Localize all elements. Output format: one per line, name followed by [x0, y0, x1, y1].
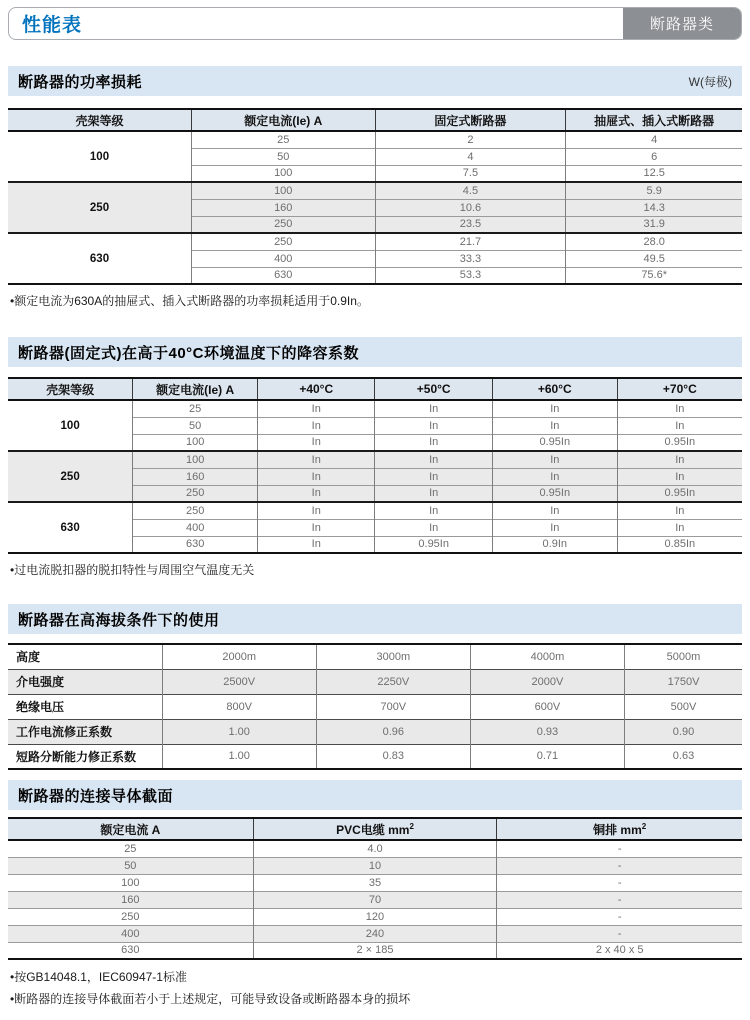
table-row: [8, 891, 742, 908]
table-cell: 14.3: [566, 199, 742, 216]
column-header: 壳架等级: [8, 109, 192, 131]
table-cell: 1.00: [162, 719, 316, 744]
table-cell: 53.3: [375, 267, 566, 284]
table-cell: 0.90: [625, 719, 743, 744]
table-cell: 12.5: [566, 165, 742, 182]
table-cell: 4: [375, 148, 566, 165]
table-cell: In: [492, 502, 617, 519]
row-label: 工作电流修正系数: [8, 719, 162, 744]
row-label: 高度: [8, 644, 162, 669]
table-cell: 25: [8, 840, 253, 857]
table-cell: In: [617, 417, 742, 434]
row-label: 短路分断能力修正系数: [8, 744, 162, 769]
table-cell: In: [258, 536, 375, 553]
table-header-row: [8, 378, 742, 400]
column-header: [8, 818, 253, 840]
table-cell: 100: [8, 874, 253, 891]
section-title: 断路器的功率损耗: [18, 73, 143, 91]
table-cell: 1.00: [162, 744, 316, 769]
table-cell: 50: [133, 417, 258, 434]
table-cell: 400: [133, 519, 258, 536]
column-header: [497, 818, 742, 840]
table-cell: In: [617, 519, 742, 536]
row-label: 介电强度: [8, 669, 162, 694]
table-cell: 33.3: [375, 250, 566, 267]
table-cell: 10.6: [375, 199, 566, 216]
section-conductor-header: [8, 780, 742, 810]
table-cell: In: [375, 434, 492, 451]
table-cell: 2000m: [162, 644, 316, 669]
table-cell: 3000m: [316, 644, 470, 669]
table-cell: 2 x 40 x 5: [497, 942, 742, 959]
table-cell: In: [375, 468, 492, 485]
row-label: 绝缘电压: [8, 694, 162, 719]
table-cell: 5000m: [666, 650, 701, 663]
column-header-text: 铜排 mm: [593, 822, 642, 837]
column-header: +60°C: [492, 378, 617, 400]
table-cell: 2500V: [162, 669, 316, 694]
table-cell: 630: [8, 942, 253, 959]
table-cell: In: [375, 519, 492, 536]
table-row: [8, 744, 742, 769]
section-title: 断路器的连接导体截面: [18, 787, 174, 805]
table-cell: In: [617, 451, 742, 468]
footnote: •按GB14048.1，IEC60947-1标准: [10, 970, 187, 984]
table-cell: In: [617, 468, 742, 485]
frame-rating-cell: 630: [8, 502, 133, 553]
table-row: [8, 719, 742, 744]
column-header-sup: 2: [641, 821, 647, 831]
table-cell: 2 × 185: [253, 942, 497, 959]
column-header: +40°C: [258, 378, 375, 400]
table-header-row: [8, 818, 742, 840]
table-cell: 28.0: [566, 233, 742, 250]
table-cell: 35: [253, 874, 497, 891]
table-cell: In: [675, 402, 685, 415]
table-cell: 0.95In: [617, 485, 742, 502]
table-cell: 100: [192, 182, 376, 199]
table-cell: 630: [133, 536, 258, 553]
table-cell: In: [492, 451, 617, 468]
table-cell: In: [258, 400, 375, 417]
column-header: [253, 818, 497, 840]
table-cell: 0.95In: [617, 434, 742, 451]
table-cell: In: [492, 468, 617, 485]
table-cell: 7.5: [375, 165, 566, 182]
table-cell: 250: [192, 233, 376, 250]
altitude-table: [8, 643, 742, 770]
column-header: 壳架等级: [8, 378, 133, 400]
table-cell: 1750V: [625, 669, 743, 694]
table-cell: 100: [133, 451, 258, 468]
table-cell: 0.95In: [492, 485, 617, 502]
table-cell: 250: [133, 485, 258, 502]
table-cell: -: [617, 842, 622, 855]
frame-rating-cell: 630: [8, 233, 192, 284]
table-cell: -: [497, 925, 742, 942]
table-row: [8, 908, 742, 925]
section-power-loss-header: [8, 66, 742, 96]
table-cell: In: [492, 417, 617, 434]
table-cell: 2250V: [316, 669, 470, 694]
table-cell: 400: [8, 925, 253, 942]
table-cell: 49.5: [566, 250, 742, 267]
table-row: [8, 925, 742, 942]
table-cell: 50: [192, 148, 376, 165]
section-title: 断路器在高海拔条件下的使用: [18, 611, 220, 629]
table-row: [8, 400, 742, 417]
table-cell: In: [258, 502, 375, 519]
column-header: 额定电流(Ie) A: [133, 378, 258, 400]
table-cell: 600V: [470, 694, 624, 719]
table-cell: 0.85In: [617, 536, 742, 553]
table-cell: 500V: [625, 694, 743, 719]
conductor-table: [8, 817, 742, 960]
table-cell: 23.5: [375, 216, 566, 233]
table-row: [8, 502, 742, 519]
frame-rating-cell: 250: [8, 451, 133, 502]
table-header-row: [8, 109, 742, 131]
table-cell: -: [497, 857, 742, 874]
table-cell: 120: [253, 908, 497, 925]
table-cell: 6: [566, 148, 742, 165]
category-badge: 断路器类: [623, 8, 741, 39]
derating-table: [8, 377, 742, 554]
table-cell: 70: [253, 891, 497, 908]
table-cell: In: [375, 485, 492, 502]
table-cell: 0.83: [316, 744, 470, 769]
table-cell: 0.9In: [492, 536, 617, 553]
column-header: 抽屉式、插入式断路器: [566, 109, 742, 131]
frame-rating-cell: 250: [8, 182, 192, 233]
table-cell: In: [258, 417, 375, 434]
table-cell: 0.95In: [375, 536, 492, 553]
table-cell: In: [492, 519, 617, 536]
catalog-page: [0, 7, 750, 1007]
table-row: [8, 874, 742, 891]
table-row: [8, 233, 742, 250]
column-header: +70°C: [617, 378, 742, 400]
column-header-text: PVC电缆 mm: [336, 822, 410, 837]
table-cell: 2000V: [470, 669, 624, 694]
table-cell: -: [497, 891, 742, 908]
table-cell: 0.95In: [492, 434, 617, 451]
table-cell: 25: [192, 131, 376, 148]
table-cell: 4000m: [470, 644, 624, 669]
table-row: [8, 644, 742, 669]
table-cell: In: [258, 468, 375, 485]
table-cell: In: [375, 417, 492, 434]
column-header-text: 额定电流 A: [100, 822, 161, 837]
table-cell: In: [258, 519, 375, 536]
section-derating-header: [8, 337, 742, 367]
section-title: 断路器(固定式)在高于40°C环境温度下的降容系数: [18, 344, 360, 362]
unit-label: W(每极): [688, 74, 732, 89]
table-cell: 21.7: [375, 233, 566, 250]
table-row: [8, 694, 742, 719]
page-header: [8, 7, 742, 40]
table-cell: 100: [192, 165, 376, 182]
table-cell: 630: [192, 267, 376, 284]
table-cell: 0.96: [316, 719, 470, 744]
table-cell: 250: [192, 216, 376, 233]
table-cell: 100: [133, 434, 258, 451]
table-cell: In: [258, 434, 375, 451]
footnote: •额定电流为630A的抽屉式、插入式断路器的功率损耗适用于0.9In。: [10, 294, 369, 308]
column-header: 额定电流(Ie) A: [192, 109, 376, 131]
table-cell: 0.93: [470, 719, 624, 744]
table-cell: 10: [253, 857, 497, 874]
footnotes: [8, 968, 742, 1007]
table-row: [8, 942, 742, 959]
frame-rating-cell: 100: [8, 131, 192, 182]
table-row: [8, 451, 742, 468]
table-cell: 250: [8, 908, 253, 925]
table-cell: 4.0: [253, 840, 497, 857]
table-cell: 4: [651, 133, 658, 146]
table-cell: 0.71: [470, 744, 624, 769]
footnote: •断路器的连接导体截面若小于上述规定，可能导致设备或断路器本身的损坏: [10, 992, 411, 1006]
table-row: [8, 669, 742, 694]
table-cell: In: [375, 451, 492, 468]
table-cell: 50: [8, 857, 253, 874]
page-title: 性能表: [22, 15, 83, 36]
table-cell: 160: [133, 468, 258, 485]
section-altitude-header: [8, 604, 742, 634]
table-cell: In: [258, 485, 375, 502]
table-cell: 5.9: [566, 182, 742, 199]
table-cell: 75.6*: [566, 267, 742, 284]
table-cell: -: [497, 874, 742, 891]
table-row: [8, 857, 742, 874]
column-header: 固定式断路器: [375, 109, 566, 131]
footnote: •过电流脱扣器的脱扣特性与周围空气温度无关: [10, 563, 255, 577]
table-cell: 0.63: [625, 744, 743, 769]
power-loss-table: [8, 108, 742, 285]
table-cell: 700V: [316, 694, 470, 719]
column-header-sup: 2: [409, 821, 414, 831]
table-cell: 800V: [162, 694, 316, 719]
table-cell: 240: [253, 925, 497, 942]
table-row: [8, 131, 742, 148]
table-cell: In: [492, 400, 617, 417]
table-cell: 400: [192, 250, 376, 267]
table-cell: 160: [192, 199, 376, 216]
table-cell: -: [497, 908, 742, 925]
table-cell: 31.9: [566, 216, 742, 233]
table-cell: 25: [133, 400, 258, 417]
table-cell: 4.5: [375, 182, 566, 199]
table-cell: 160: [8, 891, 253, 908]
column-header: +50°C: [375, 378, 492, 400]
table-cell: In: [375, 400, 492, 417]
table-row: [8, 840, 742, 857]
frame-rating-cell: 100: [8, 400, 133, 451]
table-cell: In: [258, 451, 375, 468]
table-row: [8, 182, 742, 199]
table-cell: 250: [133, 502, 258, 519]
table-cell: In: [375, 502, 492, 519]
table-cell: In: [617, 502, 742, 519]
table-cell: 2: [375, 131, 566, 148]
